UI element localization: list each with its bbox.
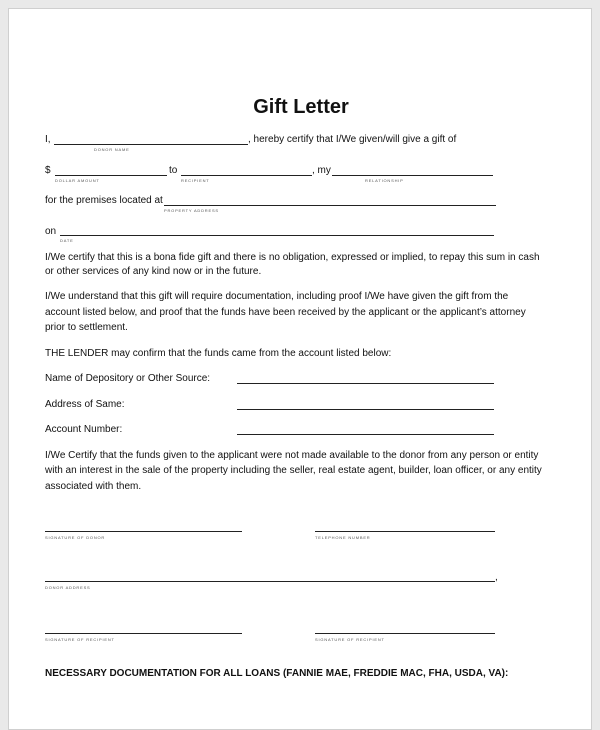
para2-line1: I/We understand that this gift will require documentation, including proof I/We have given the gift from the: [45, 291, 509, 302]
donor-address-line[interactable]: [45, 581, 495, 582]
address-of-same-label: Address of Same:: [45, 399, 125, 410]
gift-letter-page: [8, 8, 592, 730]
donor-name-caption: DONOR NAME: [94, 147, 130, 152]
recipient-signature-line-2[interactable]: [315, 633, 495, 634]
recipient-line[interactable]: [181, 175, 312, 176]
donor-signature-caption: SIGNATURE OF DONOR: [45, 535, 106, 540]
to-text: to: [169, 165, 178, 176]
date-caption: DATE: [60, 238, 74, 243]
dollar-sign: $: [45, 165, 51, 176]
address-of-same-line[interactable]: [237, 409, 494, 410]
donor-signature-line[interactable]: [45, 531, 242, 532]
my-text: , my: [312, 165, 331, 176]
recipient-signature-caption-2: SIGNATURE OF RECIPIENT: [315, 637, 385, 642]
relationship-caption: RELATIONSHIP: [365, 178, 404, 183]
account-number-line[interactable]: [237, 434, 494, 435]
on-text: on: [45, 226, 57, 237]
telephone-caption: TELEPHONE NUMBER: [315, 535, 371, 540]
date-line[interactable]: [60, 235, 494, 236]
donor-address-caption: DONOR ADDRESS: [45, 585, 91, 590]
document-title: Gift Letter: [253, 96, 349, 118]
recipient-signature-caption-1: SIGNATURE OF RECIPIENT: [45, 637, 115, 642]
depository-line[interactable]: [237, 383, 494, 384]
para1-line2: or other services of any kind now or in the future.: [45, 266, 262, 277]
para1-line1: I/We certify that this is a bona fide gift and there is no obligation, expressed or implied, to repay this sum in cash: [45, 252, 540, 263]
premises-text: for the premises located at: [45, 195, 163, 206]
lender-text: THE LENDER may confirm that the funds came from the account listed below:: [45, 348, 392, 359]
recipient-caption: RECIPIENT: [181, 178, 210, 183]
line1-text: , hereby certify that I/We given/will give a gift of: [248, 134, 457, 145]
relationship-line[interactable]: [332, 175, 493, 176]
para2-line2: account listed below, and proof that the funds have been received by the applicant or the applicant’s attorney: [45, 307, 526, 318]
dollar-amount-caption: DOLLAR AMOUNT: [55, 178, 100, 183]
donor-address-comma: ,: [495, 572, 498, 583]
donor-name-line[interactable]: [54, 144, 248, 145]
depository-label: Name of Depository or Other Source:: [45, 373, 211, 384]
para3-line2: with an interest in the sale of the property including the seller, real estate agent, builder, loan officer, or any entity: [45, 465, 542, 476]
para3-line3: associated with them.: [45, 481, 142, 492]
para3-line1: I/We Certify that the funds given to the applicant were not made available to the donor from any person or entity: [45, 450, 539, 461]
para2-line3: prior to settlement.: [45, 322, 128, 333]
documentation-heading: NECESSARY DOCUMENTATION FOR ALL LOANS (FANNIE MAE, FREDDIE MAC, FHA, USDA, VA):: [45, 668, 509, 679]
recipient-signature-line-1[interactable]: [45, 633, 242, 634]
property-address-caption: PROPERTY ADDRESS: [164, 208, 219, 213]
account-number-label: Account Number:: [45, 424, 123, 435]
line1-prefix: I,: [45, 134, 51, 145]
telephone-line[interactable]: [315, 531, 495, 532]
dollar-amount-line[interactable]: [55, 175, 167, 176]
property-address-line[interactable]: [164, 205, 496, 206]
